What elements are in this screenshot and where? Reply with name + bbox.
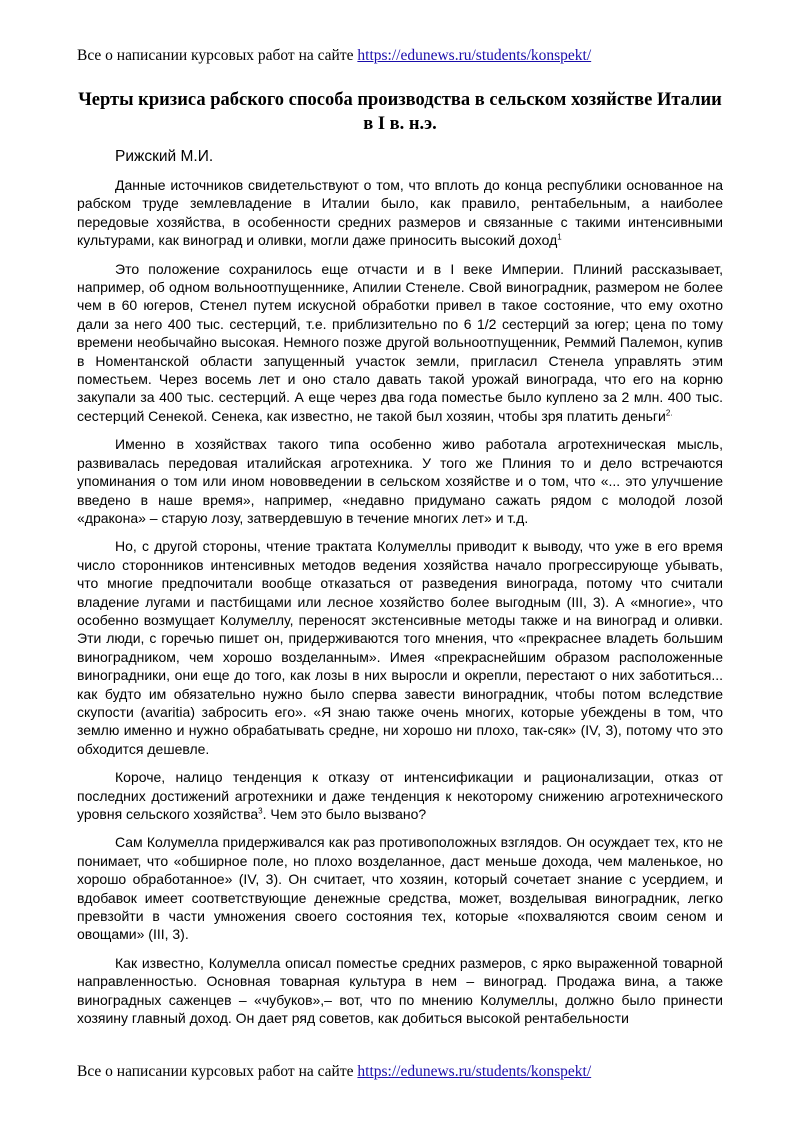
footnote-ref: 2.	[665, 408, 673, 418]
header-text: Все о написании курсовых работ на сайте	[77, 47, 354, 64]
page-header	[77, 47, 591, 65]
footer-text: Все о написании курсовых работ на сайте	[77, 1063, 354, 1080]
paragraph: Данные источников свидетельствуют о том, что вплоть до конца республики основанное на рабском труде землевладение в Италии было, как правило, рентабельным, а наиболее передовые хозяйства, в особенности средних размеров и связанные с такими интенсивными культурами, как виноград и оливки, могли даже приносить высокий доход$^1$	[77, 177, 723, 249]
paragraph: Как известно, Колумелла описал поместье средних размеров, с ярко выраженной товарной направленностью. Основная товарная культура в нем – виноград. Продажа вина, а также виноградных саженцев – «чубуков»,– вот, что по мнению Колумеллы, должно было принести хозяину главный доход. Он дает ряд советов, как добиться высокой рентабельности	[77, 954, 723, 1027]
article-author: Рижский М.И.	[115, 148, 214, 165]
paragraph: Сам Колумелла придерживался как раз противоположных взглядов. Он осуждает тех, кто не понимает, что «обширное поле, но плохо возделанное, даст меньше дохода, чем маленькое, но хорошо обработанное» (IV, 3). Он считает, что хозяин, который сочетает знание с усердием, и вдобавок имеет соответствующие денежные средства, может, возделывая виноградник, легко превзойти в части умножения своего состояния тех, которые «похваляются своим сеном и овощами» (III, 3).	[77, 834, 723, 943]
footnote-ref: 1	[557, 232, 562, 242]
paragraph: Именно в хозяйствах такого типа особенно живо работала агротехническая мысль, развивалась передовая италийская агротехника. У того же Плиния то и дело встречаются упоминания о том или ином нововведении в сельском хозяйстве и о том, что «... это улучшение введено в наше время», например, «недавно придумано сажать рядом с молодой лозой «дракона» – старую лозу, затвердевшую в течение многих лет» и т.д.	[77, 436, 723, 526]
footer-link[interactable]: https://edunews.ru/students/konspekt/	[357, 1063, 592, 1080]
header-link[interactable]: https://edunews.ru/students/konspekt/	[357, 47, 592, 64]
article-body	[77, 176, 723, 1037]
paragraph: Это положение сохранилось еще отчасти и в I веке Империи. Плиний рассказывает, например, об одном вольноотпущеннике, Апилии Стенеле. Свой виноградник, размером не более чем в 60 югеров, Стенел путем искусной обработки привел в такое состояние, что ему охотно дали за него 400 тыс. сестерций, т.е. приблизительно по 6 1/2 сестерций за югер; цена по тому времени необычайно высокая. Немного позже другой вольноотпущенник, Реммий Палемон, купив в Номентанской области запущенный участок земли, пригласил Стенела управлять этим поместьем. Через восемь лет и оно стало давать такой урожай винограда, что его на корню закупали за 400 тыс. сестерций. А еще через два года поместье было куплено за 2 млн. 400 тыс. сестерций Сенекой. Сенека, как известно, не такой был хозяин, чтобы зря платить деньги$^{2.}$	[77, 260, 723, 424]
paragraph: Но, с другой стороны, чтение трактата Колумеллы приводит к выводу, что уже в его время число сторонников интенсивных методов ведения хозяйства начало прогрессирующе убывать, что многие предпочитали вообще отказаться от разведения винограда, потому что считали владение лугами и пастбищами или лесное хозяйство более выгодным (III, 3). А «многие», что особенно возмущает Колумеллу, переносят экстенсивные методы также и на виноград и оливки. Эти люди, с горечью пишет он, придерживаются того мнения, что «прекраснее владеть большим виноградником, чем хорошо возделанным». Имея «прекраснейшим образом расположенные виноградники, они еще до того, как лозы в них выросли и окрепли, перестают о них заботиться... как будто им обязательно нужно было сперва завести виноградник, чтобы потом вследствие скупости (avaritia) забросить его». «Я знаю также очень многих, которые убеждены в том, что землю именно и нужно обрабатывать средне, ни хорошо ни плохо, так-сяк» (IV, 3), потому что это обходится дешевле.	[77, 538, 723, 757]
page-footer	[77, 1063, 591, 1081]
footnote-ref: 3	[258, 806, 263, 816]
paragraph: Короче, налицо тенденция к отказу от интенсификации и рационализации, отказ от последних достижений агротехники и даже тенденция к некоторому снижению агротехнического уровня сельского хозяйства$^3$. Чем это было вызвано?	[77, 769, 723, 822]
article-title: Черты кризиса рабского способа производства в сельском хозяйстве Италии в I в. н.э.	[78, 90, 722, 134]
